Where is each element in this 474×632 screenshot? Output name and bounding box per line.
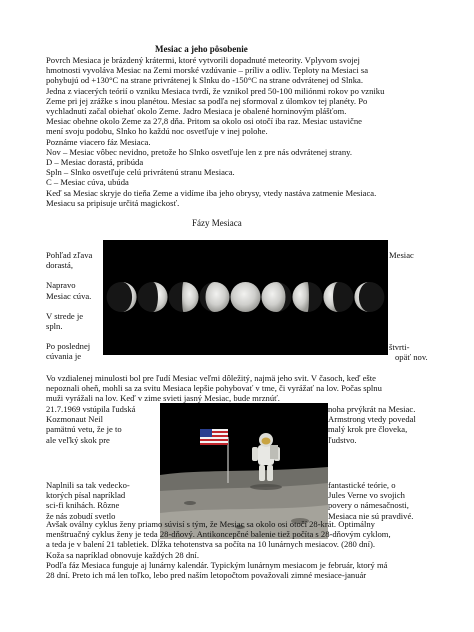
moon-phase-2 [138,282,168,312]
moon-phase-6 [261,282,291,312]
phases-right-top [389,250,449,260]
text-line: pohybujú od +130°C na strane privrátenej k Slnku do -150°C na strane odvrátenej od Slnka. [46,75,363,86]
text-line: Keď sa Mesiac skryje do tieňa Zeme a vidíme iba jeho obrysy, vtedy nastáva zatmenie Mesiaca. [46,187,377,198]
intro-paragraph [46,55,441,208]
text-line: 21.7.1969 vstúpila ľudská [46,404,136,414]
moon-phase-1 [107,282,137,312]
text-line: Mesiac obehne okolo Zeme za 27,8 dňa. Pritom sa okolo osi otočí iba raz. Mesiac ustavične [46,116,362,127]
moon-phase-7 [292,282,322,312]
text-line: sci-fi knihách. Rôzne [46,500,120,511]
moon-phases-graphic [103,240,388,355]
history-paragraph [46,373,441,404]
text-line [46,301,108,311]
text-line: muži vyrážali na lov. Keď v zime svieti jasný Mesiac, bude mrznúť. [46,393,280,404]
moon-phase-5 [231,282,261,312]
text-line: Koža sa napríklad obnovuje každých 28 dní. [46,549,199,560]
text-line: Mesiacu sa pripisuje určitá magickosť. [46,197,180,208]
text-line: Mesiac [389,250,414,260]
text-line: C – Mesiac cúva, ubúda [46,177,129,188]
text-line: Mesiac cúva. [46,290,92,301]
text-line: Armstrong vtedy povedal [328,414,416,425]
phases-right-bottom [389,342,449,362]
text-line: malý krok pre človeka, [328,424,408,435]
moon-phase-4 [200,282,230,312]
phases-heading: Fázy Mesiaca [192,218,242,228]
closing-paragraph [46,519,446,580]
text-line: vychladnutí začal obiehať okolo Zeme. Jadro Mesiaca je obalené horninovým plášťom. [46,106,347,117]
text-line: opäť nov. [395,352,428,363]
text-line: Spln – Slnko osvetľuje celú privrátenú stranu Mesiaca. [46,167,235,178]
text-line [46,270,108,280]
text-line: Mesiaca nie sú pravdivé. [328,510,414,521]
text-line: spln. [46,321,63,332]
text-line: Avšak oválny cyklus ženy priamo súvisí s tým, že Mesiac sa okolo osi otočí 28-krát. Optimálny [46,519,375,529]
text-line: mení svoju podobu, Slnko ho každú noc osvetľuje v inej polohe. [46,126,268,137]
text-line: 28 dní. Preto ich má len toľko, lebo pred naším letopočtom považovali zimné mesiace-január [46,570,367,581]
text-line: Nov – Mesiac vôbec nevidno, pretože ho Slnko osvetľuje len z pre nás odvrátenej strany. [46,146,353,157]
text-line: V strede je [46,310,84,321]
text-line: dorastá, [46,260,73,271]
text-line [46,331,108,341]
text-line: D – Mesiac dorastá, pribúda [46,157,144,168]
text-line: menštruačný cyklus ženy je teda 28-dňový. Antikoncepčné balenie tiež počíta s 28-dňovým cyklom, [46,529,391,540]
text-line: ale veľký skok pre [46,434,110,445]
moon-phases-image [103,240,388,355]
moon-phase-3 [169,282,199,312]
text-line: povery o námesačnosti, [328,500,409,511]
writers-right-text [328,480,448,521]
text-line: nepoznali oheň, mohli sa za svitu Mesiaca lepšie pohybovať v tme, či vyrážať na lov. Počas splnu [46,383,382,394]
text-line: Jules Verne vo svojich [328,490,405,501]
page-title: Mesiac a jeho pôsobenie [155,44,248,54]
landing-right-text [328,404,448,445]
text-line: pamätnú vetu, že je to [46,424,122,435]
text-line: Vo vzdialenej minulosti bol pre ľudí Mesiac veľmi dôležitý, najmä jeho svit. V časoch, keď ešte [46,373,376,383]
text-line: Poznáme viacero fáz Mesiaca. [46,136,151,147]
text-line: Pohľad zľava [46,250,93,260]
text-line: Napravo [46,280,76,291]
text-line: a teda je v balení 21 tabletiek. Dĺžka tehotenstva sa počíta na 10 lunárnych mesiacov. (280 dní). [46,539,375,550]
text-line: cúvania je [46,351,82,362]
text-line: Podľa fáz Mesiaca funguje aj lunárny kalendár. Typickým lunárnym mesiacom je február, ktorý má [46,559,388,570]
text-line: štvrti- [389,342,410,352]
text-line: ľudstvo. [328,434,357,445]
text-line: hmotnosti vyvoláva Mesiac na Zemi morské vzdúvanie – príliv a odliv. Teploty na Mesiaci sa [46,65,369,76]
text-line: Naplnili sa tak vedecko- [46,480,130,490]
text-line: Po poslednej [46,341,91,352]
landing-left-text [46,404,156,445]
text-line: ktorých písal napríklad [46,490,126,501]
moon-phase-8 [323,282,353,312]
text-line: fantastické teórie, o [328,480,396,490]
phases-left-text [46,250,108,362]
text-line: Zeme pri jej zrážke s inou planétou. Mesiac sa podľa nej sformoval z úlomkov tej planéty. Po [46,95,368,106]
text-line: Jedna z viacerých teórií o vzniku Mesiaca tvrdí, že vznikol pred 50-100 miliónmi rokov po vzniku [46,85,385,96]
moon-phase-9 [354,282,384,312]
text-line: Kozmonaut Neil [46,414,104,425]
text-line: že nás zobudí svetlo [46,510,116,521]
text-line: Povrch Mesiaca je brázdený krátermi, ktoré vytvorili dopadnuté meteority. Vplyvom svojej [46,55,360,65]
text-line: noha prvýkrát na Mesiac. [328,404,416,414]
writers-left-text [46,480,156,521]
